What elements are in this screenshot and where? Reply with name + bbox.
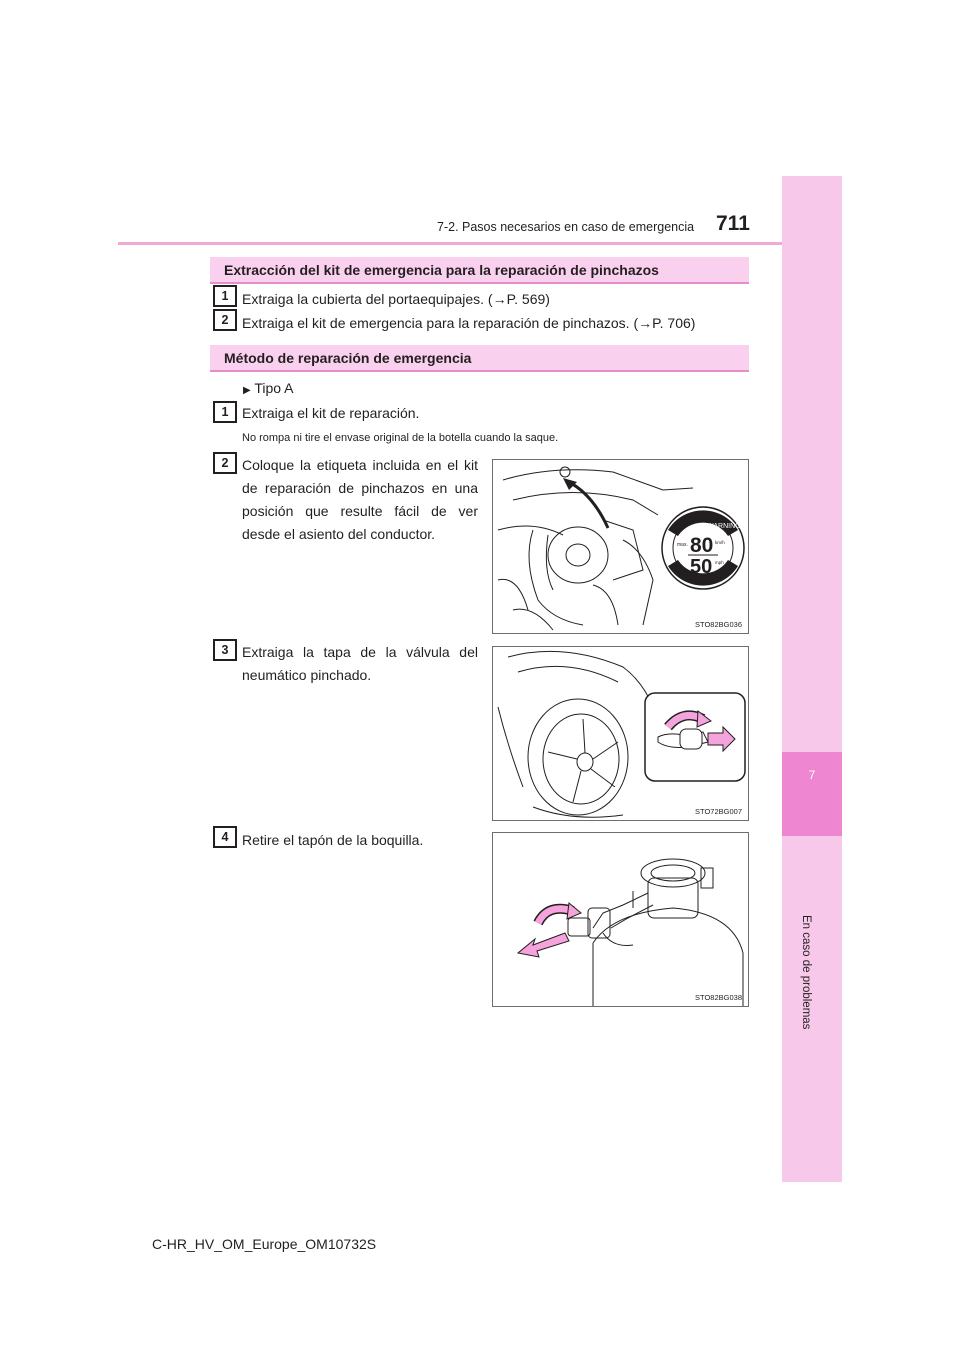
- speed-mph: 50: [690, 556, 713, 578]
- step-number-badge: 2: [213, 452, 237, 474]
- chapter-side-tab: [782, 176, 842, 1182]
- bottle-illustration: [493, 833, 749, 1007]
- step-note: No rompa ni tire el envase original de la botella cuando la saque.: [242, 432, 559, 444]
- step-text: Coloque la etiqueta incluida en el kit de reparación de pinchazos en una posición que resulte fácil de ver desde el asiento del conductor.: [242, 457, 478, 542]
- figure-label-placement: [492, 459, 749, 634]
- document-code: C-HR_HV_OM_Europe_OM10732S: [152, 1236, 377, 1252]
- step-text: Extraiga la cubierta del portaequipajes. (→P. 569): [242, 291, 550, 307]
- step-text: Retire el tapón de la boquilla.: [242, 832, 424, 848]
- figure-nozzle-cap: [492, 832, 749, 1007]
- section-header-removal: [210, 257, 749, 284]
- section-header-removal-label: Extracción del kit de emergencia para la reparación de pinchazos: [224, 262, 659, 278]
- type-label-text: Tipo A: [254, 380, 294, 396]
- figure-valve-cap: [492, 646, 749, 821]
- step-number-badge: 1: [213, 401, 237, 423]
- figure-code: STO82BG038: [695, 993, 742, 1002]
- chapter-number: 7: [808, 768, 816, 782]
- chapter-title: En caso de problemas: [800, 915, 812, 1030]
- header-divider: [118, 242, 840, 245]
- step-number-badge: 3: [213, 639, 237, 661]
- car-interior-illustration: [493, 460, 749, 634]
- chapter-tab-highlight: [782, 752, 842, 836]
- step-number-badge: 2: [213, 309, 237, 331]
- section-title: 7-2. Pasos necesarios en caso de emergencia: [437, 220, 695, 234]
- section-header-repair-label: Método de reparación de emergencia: [224, 350, 472, 366]
- speed-kmh: 80: [690, 534, 714, 557]
- max-label: max.: [677, 542, 688, 548]
- warning-text: WARNING: [707, 523, 741, 530]
- step-text: Extraiga el kit de emergencia para la reparación de pinchazos. (→P. 706): [242, 315, 696, 331]
- page-number: 711: [716, 212, 750, 235]
- figure-code: STO82BG036: [695, 620, 742, 629]
- step-number-badge: 1: [213, 285, 237, 307]
- valve-closeup-box: [645, 693, 745, 781]
- section-header-repair: [210, 345, 749, 372]
- step-text: Extraiga la tapa de la válvula del neumático pinchado.: [242, 644, 478, 683]
- step-text: Extraiga el kit de reparación.: [242, 405, 420, 421]
- unit-kmh: km/h: [715, 540, 725, 545]
- step-number-badge: 4: [213, 826, 237, 848]
- speed-label-graphic: [662, 507, 744, 589]
- figure-code: STO72BG007: [695, 807, 742, 816]
- triangle-bullet-icon: ▶: [243, 385, 251, 396]
- wheel-illustration: [493, 647, 749, 821]
- unit-mph: mph: [715, 560, 724, 565]
- type-label: [243, 377, 294, 402]
